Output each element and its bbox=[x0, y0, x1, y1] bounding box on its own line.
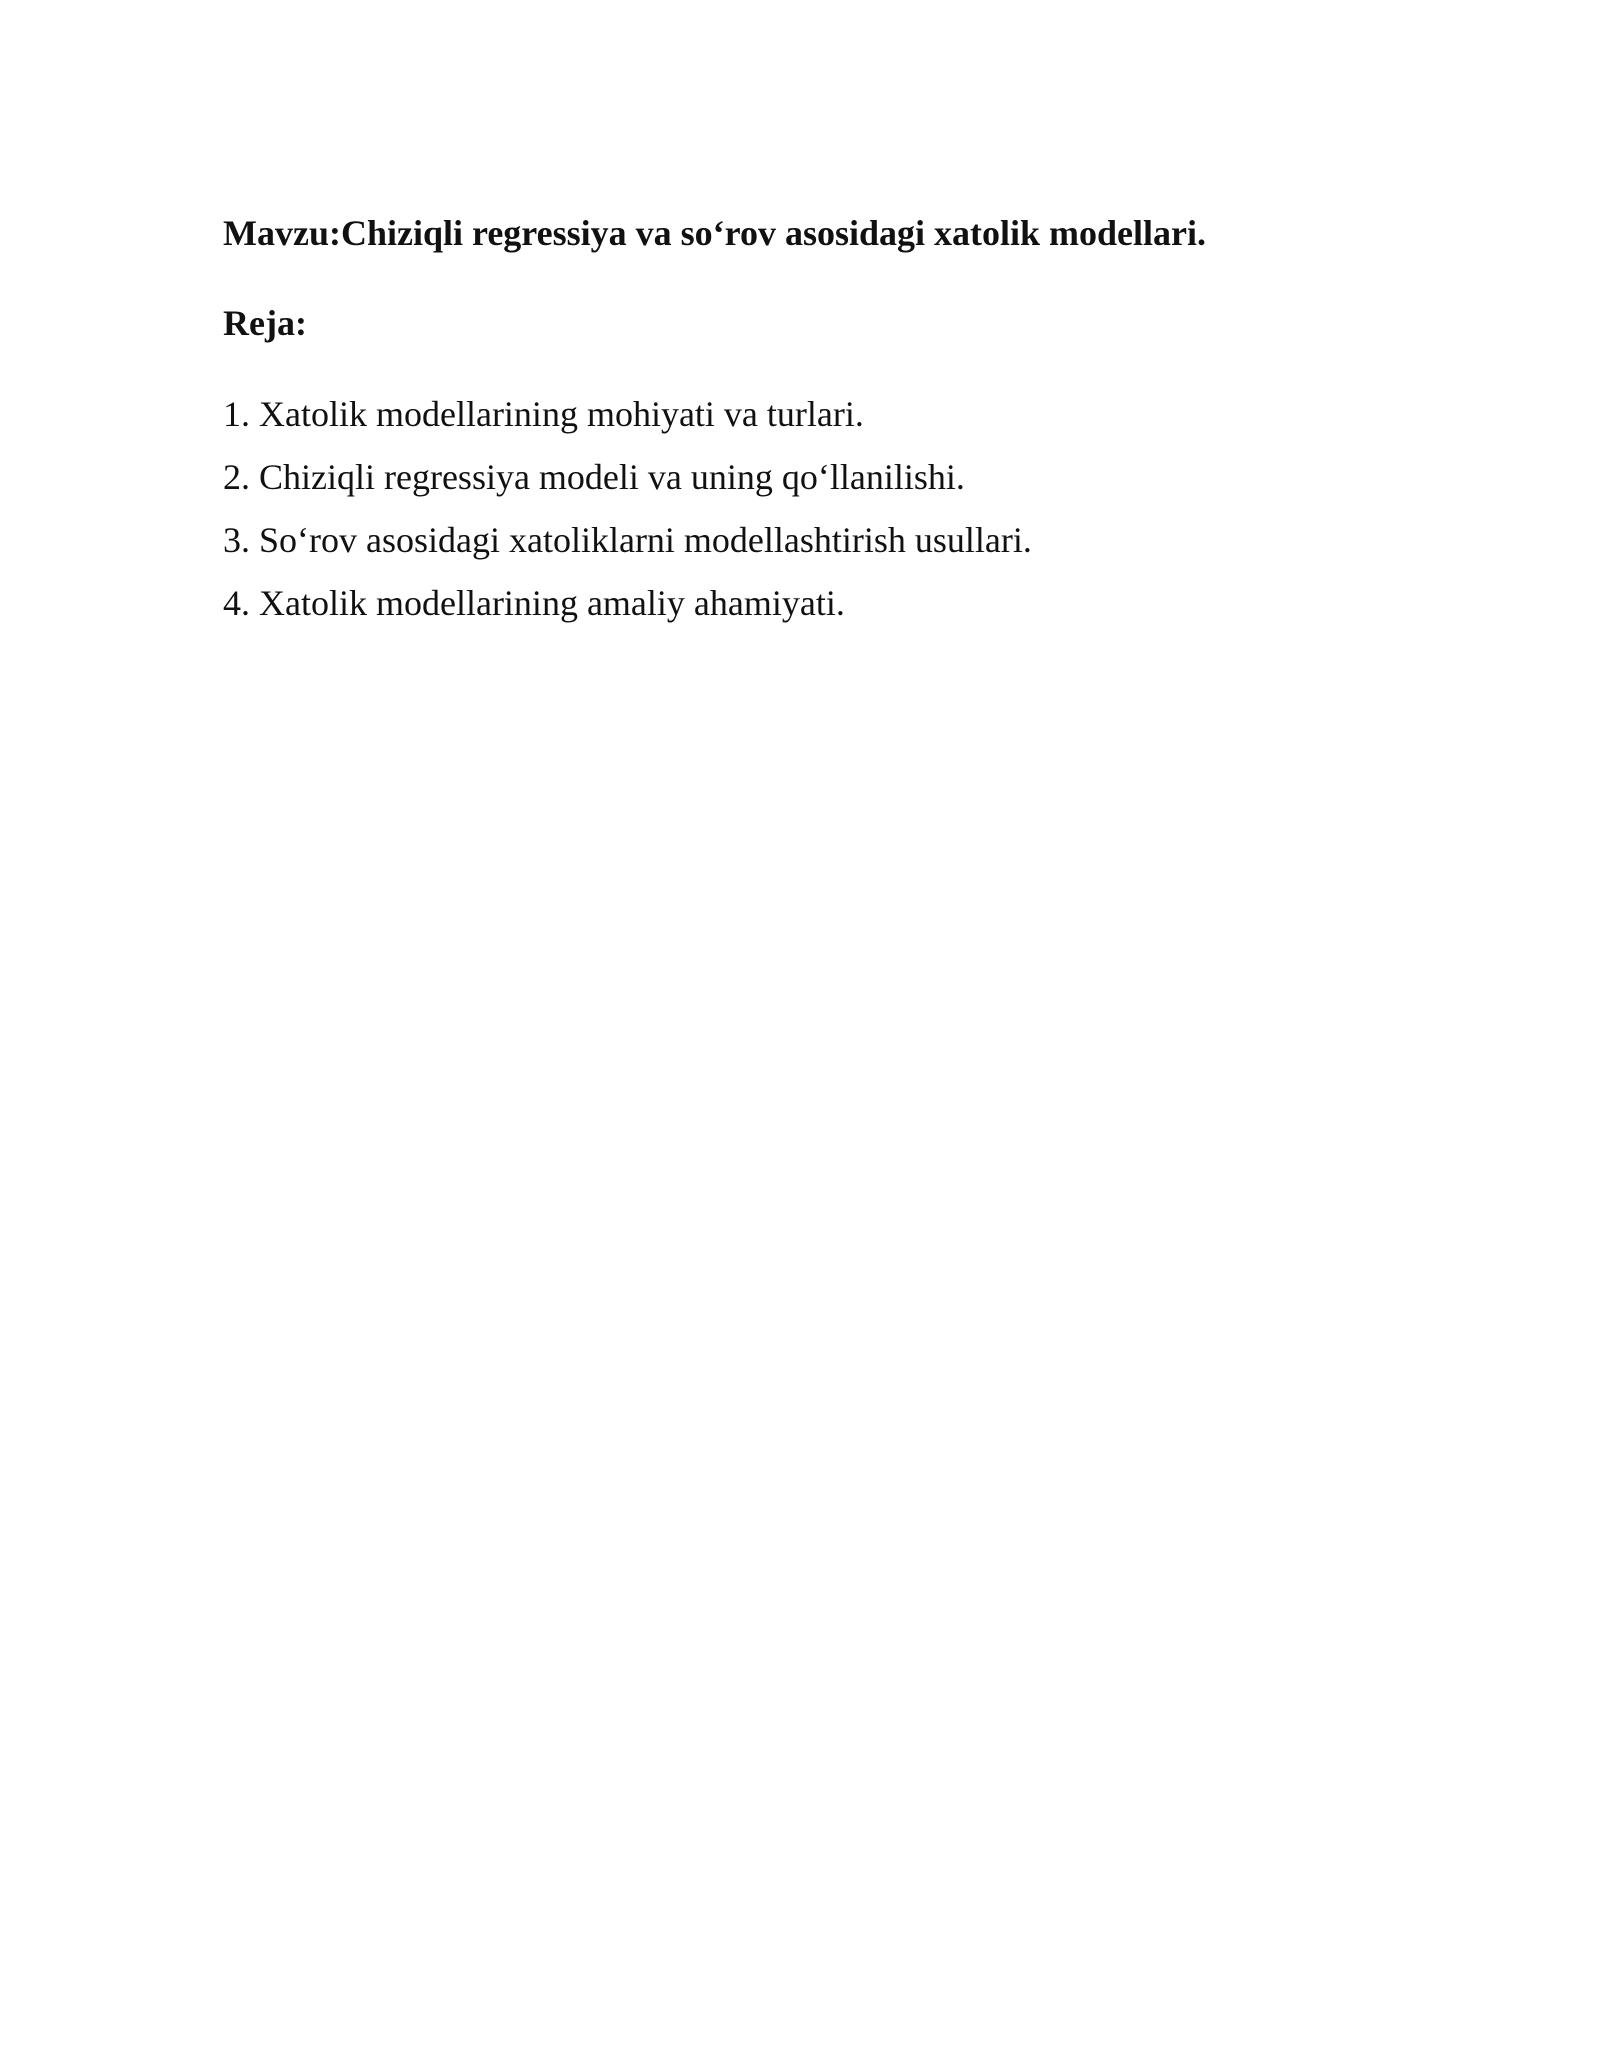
document-body bbox=[223, 205, 1383, 635]
plan-item: 3. So‘rov asosidagi xatoliklarni modellashtirish usullari. bbox=[223, 520, 1032, 560]
plan-list bbox=[223, 383, 1383, 635]
plan-item: 1. Xatolik modellarining mohiyati va turlari. bbox=[223, 394, 864, 434]
plan-item: 4. Xatolik modellarining amaliy ahamiyati. bbox=[223, 583, 845, 623]
plan-item: 2. Chiziqli regressiya modeli va uning qo‘llanilishi. bbox=[223, 457, 965, 497]
plan-heading: Reja: bbox=[223, 303, 307, 343]
document-title: Mavzu:Chiziqli regressiya va so‘rov asosidagi xatolik modellari. bbox=[223, 213, 1206, 253]
